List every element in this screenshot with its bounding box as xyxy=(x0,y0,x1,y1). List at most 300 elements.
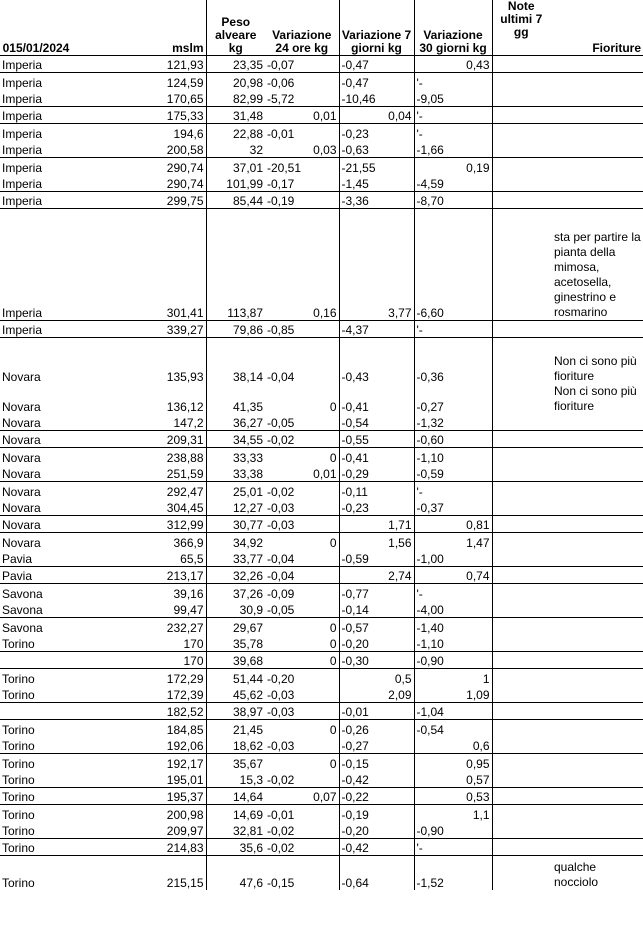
cell-var7: 0,5 xyxy=(339,669,414,686)
cell-weight: 20,98 xyxy=(206,73,265,90)
cell-location: Pavia xyxy=(0,567,72,584)
cell-mslm: 195,01 xyxy=(166,773,204,787)
cell-location: Imperia xyxy=(2,177,43,191)
cell-var7: -0,11 xyxy=(339,482,414,499)
cell-var30: 1,09 xyxy=(414,686,492,703)
cell-var7: -0,47 xyxy=(339,56,414,73)
table-row xyxy=(0,635,643,652)
table-row xyxy=(0,584,643,601)
cell-location: Imperia xyxy=(0,107,72,124)
cell-location: Torino xyxy=(0,788,72,805)
cell-var7: -3,36 xyxy=(339,192,414,209)
header-note: Note ultimi 7 gg xyxy=(492,0,550,56)
cell-fioriture xyxy=(550,822,643,839)
cell-location: Torino xyxy=(0,839,72,856)
cell-note-empty xyxy=(492,384,550,414)
cell-weight: 21,45 xyxy=(206,720,265,737)
cell-var7: -0,15 xyxy=(339,754,414,771)
cell-var7: -0,29 xyxy=(339,465,414,482)
table-row xyxy=(0,805,643,822)
table-row xyxy=(0,771,643,788)
cell-note-empty xyxy=(492,465,550,482)
cell-mslm: 200,98 xyxy=(72,805,206,822)
cell-var30: 0,6 xyxy=(414,737,492,754)
cell-mslm: 65,5 xyxy=(180,552,204,566)
cell-mslm: 170 xyxy=(72,652,206,669)
cell-note-empty xyxy=(492,567,550,584)
cell-note-empty xyxy=(492,839,550,856)
cell-fioriture xyxy=(550,175,643,192)
cell-note-empty xyxy=(492,321,550,338)
cell-weight: 33,77 xyxy=(206,550,265,567)
cell-var30: -0,54 xyxy=(414,720,492,737)
cell-var30: '- xyxy=(414,107,492,124)
cell-note-empty xyxy=(492,754,550,771)
cell-mslm: 238,88 xyxy=(72,448,206,465)
cell-var30: -8,70 xyxy=(414,192,492,209)
table-row xyxy=(0,158,643,175)
cell-var24: -0,03 xyxy=(265,703,339,720)
cell-weight: 29,67 xyxy=(206,618,265,635)
cell-location: Imperia xyxy=(0,73,72,90)
table-row xyxy=(0,686,643,703)
cell-weight: 18,62 xyxy=(206,737,265,754)
cell-var7: -0,54 xyxy=(339,414,414,431)
cell-var30: 1 xyxy=(414,669,492,686)
cell-var24: 0 xyxy=(265,720,339,737)
table-row xyxy=(0,669,643,686)
cell-var7: 2,09 xyxy=(339,686,414,703)
cell-mslm: 213,17 xyxy=(72,567,206,584)
cell-var24: -0,02 xyxy=(265,431,339,448)
cell-var7: -0,22 xyxy=(339,788,414,805)
cell-mslm: 99,47 xyxy=(173,603,204,617)
cell-weight: 47,6 xyxy=(206,856,265,890)
cell-weight: 79,86 xyxy=(206,321,265,338)
cell-location: Novara xyxy=(0,338,72,384)
cell-weight: 35,67 xyxy=(206,754,265,771)
cell-mslm: 194,6 xyxy=(72,124,206,141)
cell-location: Imperia xyxy=(0,209,72,321)
table-row xyxy=(0,107,643,124)
cell-note-empty xyxy=(492,448,550,465)
cell-note-empty xyxy=(492,822,550,839)
cell-var24: 0 xyxy=(265,618,339,635)
cell-note-empty xyxy=(492,771,550,788)
cell-note-empty xyxy=(492,192,550,209)
header-var24: Variazione 24 ore kg xyxy=(272,28,332,55)
table-row xyxy=(0,499,643,516)
cell-var24: 0,03 xyxy=(313,143,337,157)
cell-var30: -1,32 xyxy=(414,414,492,431)
cell-var24: -0,85 xyxy=(265,321,339,338)
cell-fioriture xyxy=(550,737,643,754)
cell-location: Novara xyxy=(2,416,41,430)
cell-var7: -0,26 xyxy=(339,720,414,737)
cell-var24: 0,01 xyxy=(265,107,339,124)
cell-var7: -0,01 xyxy=(339,703,414,720)
cell-var7: -0,23 xyxy=(339,499,414,516)
cell-var30: -6,60 xyxy=(414,209,492,321)
cell-weight: 101,99 xyxy=(206,175,265,192)
cell-var30: -1,04 xyxy=(414,703,492,720)
cell-fioriture: Non ci sono più fioriture xyxy=(550,338,643,384)
cell-var30: -1,52 xyxy=(414,856,492,890)
cell-mslm: 172,29 xyxy=(72,669,206,686)
cell-mslm: 192,17 xyxy=(72,754,206,771)
cell-location: Novara xyxy=(0,431,72,448)
cell-mslm: 290,74 xyxy=(72,158,206,175)
cell-weight: 51,44 xyxy=(206,669,265,686)
cell-fioriture xyxy=(550,839,643,856)
table-row xyxy=(0,338,643,384)
cell-weight: 32 xyxy=(206,141,265,158)
cell-note-empty xyxy=(492,338,550,384)
cell-weight: 35,6 xyxy=(206,839,265,856)
cell-fioriture xyxy=(550,754,643,771)
cell-location: Torino xyxy=(0,754,72,771)
cell-weight: 34,55 xyxy=(206,431,265,448)
table-row xyxy=(0,448,643,465)
cell-weight: 37,26 xyxy=(206,584,265,601)
cell-var24: -0,05 xyxy=(267,603,295,617)
table-row xyxy=(0,754,643,771)
cell-location: Novara xyxy=(0,516,72,533)
cell-note-empty xyxy=(492,141,550,158)
cell-var24: -0,15 xyxy=(265,856,339,890)
cell-weight: 37,01 xyxy=(206,158,265,175)
cell-var30: 0,95 xyxy=(414,754,492,771)
cell-location: Novara xyxy=(0,448,72,465)
cell-var30: -0,37 xyxy=(414,499,492,516)
cell-mslm: 136,12 xyxy=(166,399,204,414)
cell-var24: -0,09 xyxy=(265,584,339,601)
cell-var24: -0,04 xyxy=(265,567,339,584)
table-row xyxy=(0,73,643,90)
header-var7: Variazione 7 giorni kg xyxy=(339,0,414,56)
cell-weight: 38,14 xyxy=(206,338,265,384)
table-row xyxy=(0,839,643,856)
cell-var30: 0,43 xyxy=(414,56,492,73)
cell-note-empty xyxy=(492,720,550,737)
cell-var7: -1,45 xyxy=(339,175,414,192)
cell-note-empty xyxy=(492,686,550,703)
cell-var7: -0,27 xyxy=(339,737,414,754)
cell-mslm: 200,58 xyxy=(166,143,204,157)
cell-note-empty xyxy=(492,805,550,822)
cell-var7: -0,41 xyxy=(339,384,414,414)
cell-var24: -0,20 xyxy=(265,669,339,686)
cell-var30: -4,59 xyxy=(414,175,492,192)
cell-note-empty xyxy=(492,175,550,192)
header-date: 015/01/2024 xyxy=(2,41,70,55)
cell-var24: 0 xyxy=(329,637,337,651)
cell-location: Torino xyxy=(0,720,72,737)
cell-var24: -0,02 xyxy=(265,482,339,499)
cell-var24: 0,16 xyxy=(265,209,339,321)
cell-var24: -0,06 xyxy=(265,73,339,90)
cell-location xyxy=(0,703,72,720)
cell-weight: 30,9 xyxy=(206,601,265,618)
cell-var24: -0,17 xyxy=(267,177,295,191)
cell-weight: 35,78 xyxy=(206,635,265,652)
cell-note-empty xyxy=(492,652,550,669)
cell-location: Savona xyxy=(0,584,72,601)
cell-var7: -0,14 xyxy=(339,601,414,618)
cell-note-empty xyxy=(492,73,550,90)
cell-note-empty xyxy=(492,788,550,805)
cell-note-empty xyxy=(492,158,550,175)
cell-mslm: 147,2 xyxy=(173,416,204,430)
cell-var24: 0 xyxy=(265,652,339,669)
cell-var30: '- xyxy=(414,482,492,499)
cell-mslm: 299,75 xyxy=(72,192,206,209)
cell-location: Torino xyxy=(2,824,35,838)
cell-weight: 33,33 xyxy=(206,448,265,465)
cell-fioriture xyxy=(550,771,643,788)
table-row xyxy=(0,482,643,499)
table-row xyxy=(0,550,643,567)
cell-var30: '- xyxy=(414,839,492,856)
cell-var24: -0,19 xyxy=(265,192,339,209)
cell-note-empty xyxy=(492,584,550,601)
table-row xyxy=(0,737,643,754)
cell-weight: 85,44 xyxy=(206,192,265,209)
cell-var30: 0,57 xyxy=(414,771,492,788)
cell-note-empty xyxy=(492,618,550,635)
cell-mslm: 192,06 xyxy=(166,739,204,753)
table-row xyxy=(0,431,643,448)
cell-weight: 14,69 xyxy=(206,805,265,822)
cell-location: Imperia xyxy=(0,321,72,338)
cell-var7: -0,23 xyxy=(339,124,414,141)
cell-fioriture xyxy=(550,192,643,209)
cell-var30: '- xyxy=(414,321,492,338)
cell-var30: -1,66 xyxy=(414,141,492,158)
table-row xyxy=(0,321,643,338)
cell-note-empty xyxy=(492,414,550,431)
cell-weight: 23,35 xyxy=(206,56,265,73)
cell-weight: 25,01 xyxy=(206,482,265,499)
cell-mslm: 290,74 xyxy=(166,177,204,191)
cell-fioriture xyxy=(550,584,643,601)
cell-var7: -0,59 xyxy=(339,550,414,567)
cell-mslm: 312,99 xyxy=(72,516,206,533)
cell-fioriture xyxy=(550,107,643,124)
cell-mslm: 232,27 xyxy=(72,618,206,635)
cell-var7: -0,57 xyxy=(339,618,414,635)
cell-var30: -0,90 xyxy=(414,652,492,669)
cell-fioriture xyxy=(550,618,643,635)
cell-var30: -1,00 xyxy=(414,550,492,567)
cell-weight: 34,92 xyxy=(206,533,265,550)
cell-note-empty xyxy=(492,499,550,516)
cell-var30: -1,10 xyxy=(414,635,492,652)
cell-var24: -20,51 xyxy=(265,158,339,175)
cell-mslm: 214,83 xyxy=(72,839,206,856)
cell-note-empty xyxy=(492,533,550,550)
cell-var24: -0,04 xyxy=(267,552,295,566)
cell-var24: -0,02 xyxy=(267,773,295,787)
cell-var30: '- xyxy=(414,73,492,90)
cell-var30: -0,59 xyxy=(414,465,492,482)
cell-var24: -5,72 xyxy=(267,92,295,106)
cell-var30: 0,53 xyxy=(414,788,492,805)
cell-weight: 45,62 xyxy=(206,686,265,703)
cell-fioriture xyxy=(550,788,643,805)
cell-mslm: 215,15 xyxy=(72,856,206,890)
cell-fioriture xyxy=(550,516,643,533)
cell-mslm: 366,9 xyxy=(72,533,206,550)
cell-note-empty xyxy=(492,550,550,567)
table-row xyxy=(0,192,643,209)
cell-var30: -0,60 xyxy=(414,431,492,448)
cell-var30: 0,19 xyxy=(414,158,492,175)
cell-fioriture xyxy=(550,124,643,141)
header-mslm: mslm xyxy=(172,41,204,55)
cell-weight: 39,68 xyxy=(206,652,265,669)
cell-weight: 30,77 xyxy=(206,516,265,533)
cell-location: Torino xyxy=(2,688,35,702)
cell-mslm: 135,93 xyxy=(72,338,206,384)
cell-fioriture xyxy=(550,635,643,652)
cell-fioriture xyxy=(550,550,643,567)
cell-location: Imperia xyxy=(2,143,43,157)
cell-var30: -9,05 xyxy=(414,90,492,107)
cell-location: Imperia xyxy=(0,56,72,73)
cell-var7: 1,56 xyxy=(339,533,414,550)
cell-mslm: 172,39 xyxy=(166,688,204,702)
cell-var7: 2,74 xyxy=(339,567,414,584)
cell-mslm: 304,45 xyxy=(166,501,204,515)
cell-weight: 14,64 xyxy=(206,788,265,805)
cell-var30: 1,47 xyxy=(414,533,492,550)
cell-var30: '- xyxy=(414,124,492,141)
cell-note-empty xyxy=(492,209,550,321)
cell-weight: 41,35 xyxy=(206,384,265,414)
table-row xyxy=(0,601,643,618)
cell-mslm: 195,37 xyxy=(72,788,206,805)
cell-location: Torino xyxy=(2,773,35,787)
cell-var7: -0,20 xyxy=(339,822,414,839)
cell-location: Novara xyxy=(2,467,41,481)
cell-fioriture xyxy=(550,720,643,737)
cell-mslm: 121,93 xyxy=(72,56,206,73)
cell-location: Savona xyxy=(0,618,72,635)
table-row xyxy=(0,652,643,669)
table-row xyxy=(0,822,643,839)
cell-fioriture xyxy=(550,90,643,107)
header-var30: Variazione 30 giorni kg xyxy=(414,0,492,56)
cell-mslm: 184,85 xyxy=(72,720,206,737)
table-row xyxy=(0,90,643,107)
table-row xyxy=(0,141,643,158)
cell-fioriture xyxy=(550,158,643,175)
cell-var30: -0,36 xyxy=(414,338,492,384)
cell-weight: 113,87 xyxy=(206,209,265,321)
cell-var24: -0,03 xyxy=(265,516,339,533)
cell-fioriture xyxy=(550,601,643,618)
table-row xyxy=(0,618,643,635)
cell-mslm: 339,27 xyxy=(72,321,206,338)
header-peso: Peso alveare kg xyxy=(206,0,265,56)
cell-note-empty xyxy=(492,107,550,124)
cell-location: Novara xyxy=(0,482,72,499)
cell-var7: 0,04 xyxy=(339,107,414,124)
cell-var7: -0,30 xyxy=(339,652,414,669)
cell-note-empty xyxy=(492,90,550,107)
cell-mslm: 292,47 xyxy=(72,482,206,499)
cell-var7: -10,46 xyxy=(339,90,414,107)
cell-var24: -0,03 xyxy=(267,739,295,753)
cell-location xyxy=(0,652,72,669)
cell-mslm: 209,97 xyxy=(166,824,204,838)
cell-mslm: 251,59 xyxy=(166,467,204,481)
cell-mslm: 301,41 xyxy=(72,209,206,321)
cell-fioriture xyxy=(550,669,643,686)
cell-weight: 22,88 xyxy=(206,124,265,141)
cell-var30: -4,00 xyxy=(414,601,492,618)
cell-note-empty xyxy=(492,516,550,533)
cell-fioriture xyxy=(550,482,643,499)
cell-fioriture xyxy=(550,805,643,822)
cell-var7: -0,19 xyxy=(339,805,414,822)
cell-location: Novara xyxy=(2,501,41,515)
cell-note-empty xyxy=(492,737,550,754)
cell-var7: -0,20 xyxy=(339,635,414,652)
cell-fioriture xyxy=(550,73,643,90)
cell-location: Imperia xyxy=(2,92,43,106)
cell-var30: '- xyxy=(414,584,492,601)
cell-weight: 15,3 xyxy=(206,771,265,788)
cell-var30: -0,27 xyxy=(414,384,492,414)
table-row xyxy=(0,384,643,414)
cell-var7: -0,41 xyxy=(339,448,414,465)
header-row xyxy=(0,0,643,56)
cell-mslm: 209,31 xyxy=(72,431,206,448)
cell-weight: 36,27 xyxy=(206,414,265,431)
cell-var24: -0,04 xyxy=(265,338,339,384)
cell-var30: 0,81 xyxy=(414,516,492,533)
cell-var7: -4,37 xyxy=(339,321,414,338)
table-row xyxy=(0,465,643,482)
cell-mslm: 170 xyxy=(183,637,204,651)
cell-note-empty xyxy=(492,703,550,720)
cell-location: Novara xyxy=(0,533,72,550)
cell-location: Savona xyxy=(2,603,43,617)
cell-fioriture: sta per partire la pianta della mimosa, acetosella, ginestrino e rosmarino xyxy=(550,209,643,321)
cell-var7: -0,63 xyxy=(339,141,414,158)
cell-location: Torino xyxy=(0,805,72,822)
cell-note-empty xyxy=(492,431,550,448)
cell-fioriture: qualche nocciolo xyxy=(550,856,643,890)
cell-location: Imperia xyxy=(0,158,72,175)
cell-var7: -21,55 xyxy=(339,158,414,175)
cell-location: Torino xyxy=(0,669,72,686)
cell-weight: 32,81 xyxy=(206,822,265,839)
table-row xyxy=(0,856,643,890)
table-row xyxy=(0,788,643,805)
cell-fioriture xyxy=(550,567,643,584)
cell-weight: 33,38 xyxy=(206,465,265,482)
cell-var24: 0 xyxy=(265,533,339,550)
cell-note-empty xyxy=(492,482,550,499)
cell-location: Imperia xyxy=(0,192,72,209)
cell-fioriture xyxy=(550,686,643,703)
cell-var24: -0,02 xyxy=(265,839,339,856)
cell-note-empty xyxy=(492,856,550,890)
cell-var24: -0,01 xyxy=(265,805,339,822)
